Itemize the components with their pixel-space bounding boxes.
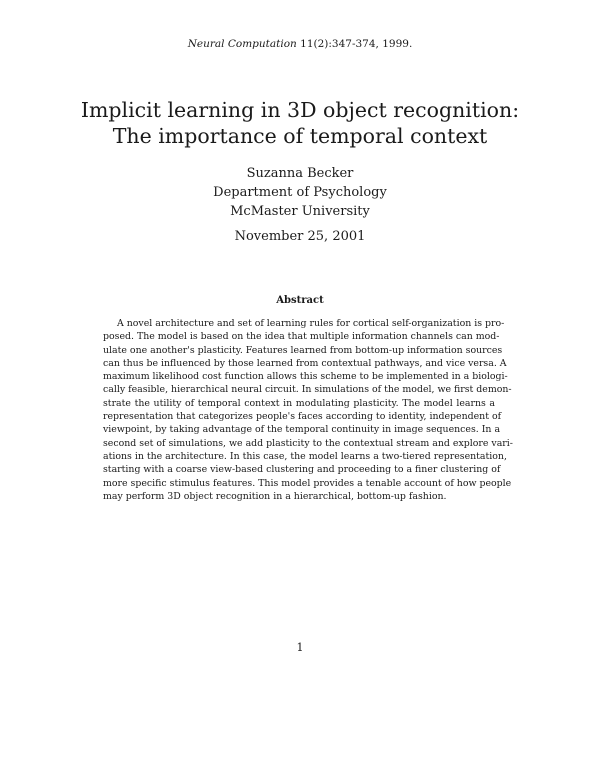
abstract-line: more specific stimulus features. This model provides a tenable account of how people [103,477,512,489]
abstract-line: ulate one another's plasticity. Features learned from bottom-up information sources [103,344,503,356]
abstract-line: second set of simulations, we add plasticity to the contextual stream and explore vari- [103,437,513,449]
abstract-line: posed. The model is based on the idea that multiple information channels can mod- [103,331,500,343]
title-line-1: Implicit learning in 3D object recognition: [80,98,520,122]
abstract-line: A novel architecture and set of learning rules for cortical self-organization is pro- [117,318,505,329]
abstract-line: maximum likelihood cost function allows this scheme to be implemented in a biologi- [103,371,508,383]
author-block [0,164,600,221]
author-name: Suzanna Becker [246,166,354,181]
title-line-2: The importance of temporal context [112,124,488,148]
abstract-line: strate the utility of temporal context in modulating plasticity. The model learns a [103,397,495,409]
abstract-body [103,317,513,503]
abstract-line: representation that categorizes people's faces according to identity, independent of [103,411,502,423]
page-number: 1 [296,641,304,654]
abstract-line: ations in the architecture. In this case, the model learns a two-tiered representation, [103,450,507,462]
abstract-line: may perform 3D object recognition in a hierarchical, bottom-up fashion. [103,490,447,502]
paper-title [0,97,600,149]
paper-date: November 25, 2001 [234,229,366,244]
abstract-line: starting with a coarse view-based clustering and proceeding to a finer clustering of [103,464,501,476]
abstract-line: can thus be influenced by those learned from contextual pathways, and vice versa. A [103,357,507,369]
abstract-line: cally feasible, hierarchical neural circuit. In simulations of the model, we first demon- [103,384,512,396]
journal-volume-pages-year: 11(2):347-374, 1999. [300,38,413,50]
journal-citation [0,38,600,50]
abstract-line: viewpoint, by taking advantage of the temporal continuity in image sequences. In a [103,424,501,436]
journal-name: Neural Computation [187,38,297,50]
author-university: McMaster University [230,204,370,219]
author-department: Department of Psychology [213,185,387,200]
abstract-heading: Abstract [276,295,324,306]
